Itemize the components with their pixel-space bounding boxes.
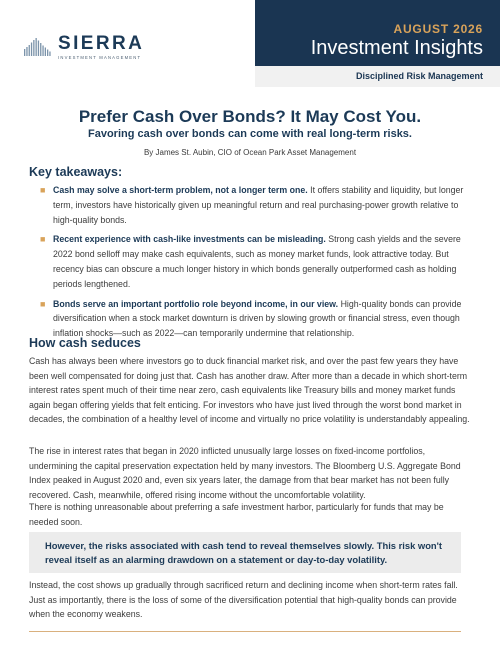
article-subtitle: Favoring cash over bonds can come with real long-term risks. — [88, 128, 412, 140]
takeaway-item — [40, 297, 470, 341]
sierra-logo — [24, 34, 144, 60]
bullet-icon: ■ — [40, 234, 46, 245]
bar-chart-mountain-icon — [24, 38, 54, 56]
takeaway-lead: Bonds serve an important portfolio role beyond income, in our view. — [53, 298, 339, 309]
brand-tagline: INVESTMENT MANAGEMENT — [58, 55, 142, 60]
publication-title: Investment Insights — [310, 37, 483, 59]
takeaways-list — [40, 183, 470, 346]
article-byline: By James St. Aubin, CIO of Ocean Park Asset Management — [143, 148, 357, 157]
takeaway-text: Strong cash yields and the severe 2022 bond selloff may make cash equivalents, such as money market funds, look attractive today. But recency bias can obscure a much longer history in which bonds generally outperformed cash as holding periods lengthened. — [53, 234, 461, 289]
pull-quote: However, the risks associated with cash tend to reveal themselves slowly. This risk won't reveal itself as an alarming drawdown on a statement or day-to-day volatility. — [29, 532, 461, 573]
header-banner — [255, 0, 500, 66]
brand-name: SIERRA — [58, 33, 145, 54]
takeaway-text: It offers stability and liquidity, but longer term, investors have historically given up meaningful return and real purchasing-power growth relative to high-quality bonds. — [53, 185, 464, 225]
issue-date: AUGUST 2026 — [393, 22, 483, 36]
body-paragraph: Instead, the cost shows up gradually through sacrificed return and declining income when short-term rates fall. Just as importantly, there is the loss of some of the diversification potential that high-quality bonds can provide when the economy weakens. — [29, 580, 458, 620]
body-paragraph: There is nothing unreasonable about preferring a safe investment harbor, particularly for funds that may be needed soon. — [29, 502, 444, 527]
takeaway-item — [40, 232, 470, 291]
takeaways-heading: Key takeaways: — [29, 165, 123, 179]
body-paragraph: Cash has always been where investors go to duck financial market risk, and over the past few years they have been well compensated for doing just that. Cash has another draw. After more than a decade in which short-term interest rates spent much of their time near zero, cash equivalents like Treasury bills and money market funds again began offering yields that felt enticing. For investors who have just lived through the worst bond market in decades, the combination of a healthy level of income and virtually no price volatility is understandably appealing. — [29, 356, 470, 425]
section-heading: How cash seduces — [29, 336, 141, 350]
takeaway-lead: Recent experience with cash-like investments can be misleading. — [53, 234, 326, 245]
bullet-icon: ■ — [40, 298, 46, 309]
takeaway-lead: Cash may solve a short-term problem, not a longer term one. — [53, 185, 308, 195]
article-title: Prefer Cash Over Bonds? It May Cost You. — [78, 107, 422, 126]
body-paragraph: The rise in interest rates that began in 2020 inflicted unusually large losses on fixed-income portfolios, undermining the capital preservation expectation held by many investors. The Bloomberg U.S. Aggregate Bond Index peaked in August 2020 and, even six years later, the damage from that bear market has not been fully recovered. Cash, meanwhile, offered rising income without the uncomfortable volatility. — [29, 446, 461, 500]
publication-subtitle: Disciplined Risk Management — [255, 66, 500, 87]
takeaway-item — [40, 183, 470, 227]
footer-divider — [29, 631, 461, 632]
takeaway-text: High-quality bonds can provide diversification when a stock market downturn is driven by slowing growth or financial stress, even though inflation shocks—such as 2022—can temporarily undermine that relationship. — [53, 298, 462, 339]
bullet-icon: ■ — [40, 185, 46, 195]
